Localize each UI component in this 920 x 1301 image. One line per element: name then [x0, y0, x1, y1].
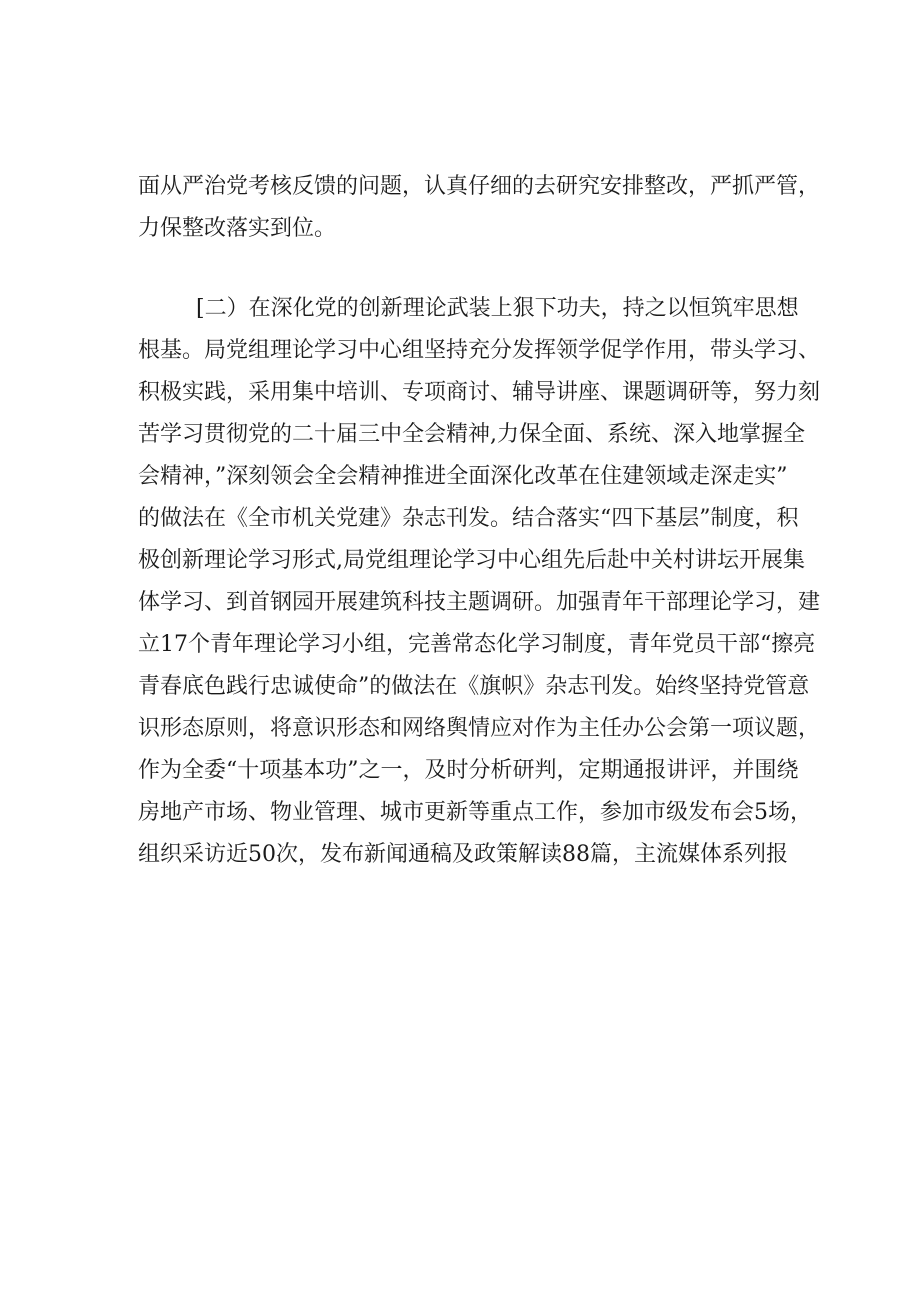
text-line: 作为全委“十项基本功”之一，及时分析研判，定期通报讲评，并围绕 — [138, 758, 799, 783]
text-line: 根基。局党组理论学习中心组坚持充分发挥领学促学作用，带头学习、 — [138, 338, 821, 363]
text-line: 力保整改落实到位。 — [138, 216, 337, 241]
text-line: 极创新理论学习形式,局党组理论学习中心组先后赴中关村讲坛开展集 — [138, 548, 805, 573]
text-line: 识形态原则，将意识形态和网络舆情应对作为主任办公会第一项议题， — [138, 716, 821, 741]
text-line: 房地产市场、物业管理、城市更新等重点工作，参加市级发布会5场， — [138, 800, 812, 825]
text-line: 组织采访近50次，发布新闻通稿及政策解读88篇，主流媒体系列报 — [138, 842, 788, 867]
text-line: 苦学习贯彻党的二十届三中全会精神,力保全面、系统、深入地掌握全 — [138, 422, 805, 447]
text-line: 的做法在《全市机关党建》杂志刊发。结合落实“四下基层”制度，积 — [138, 506, 799, 531]
text-line: 立17个青年理论学习小组，完善常态化学习制度，青年党员干部“擦亮 — [138, 632, 816, 657]
paragraph-1 — [138, 166, 821, 250]
text-line: 积极实践，采用集中培训、专项商讨、辅导讲座、课题调研等，努力刻 — [138, 380, 821, 405]
text-line: 会精神，”深刻领会全会精神推进全面深化改革在住建领域走深走实” — [138, 464, 788, 489]
text-line: 青春底色践行忠诚使命”的做法在《旗帜》杂志刊发。始终坚持党管意 — [138, 674, 810, 699]
text-line: 面从严治党考核反馈的问题，认真仔细的去研究安排整改，严抓严管， — [138, 174, 821, 199]
text-line: [二）在深化党的创新理论武装上狠下功夫，持之以恒筑牢思想 — [196, 296, 799, 321]
paragraph-2 — [138, 288, 821, 876]
text-line: 体学习、到首钢园开展建筑科技主题调研。加强青年干部理论学习，建 — [138, 590, 821, 615]
